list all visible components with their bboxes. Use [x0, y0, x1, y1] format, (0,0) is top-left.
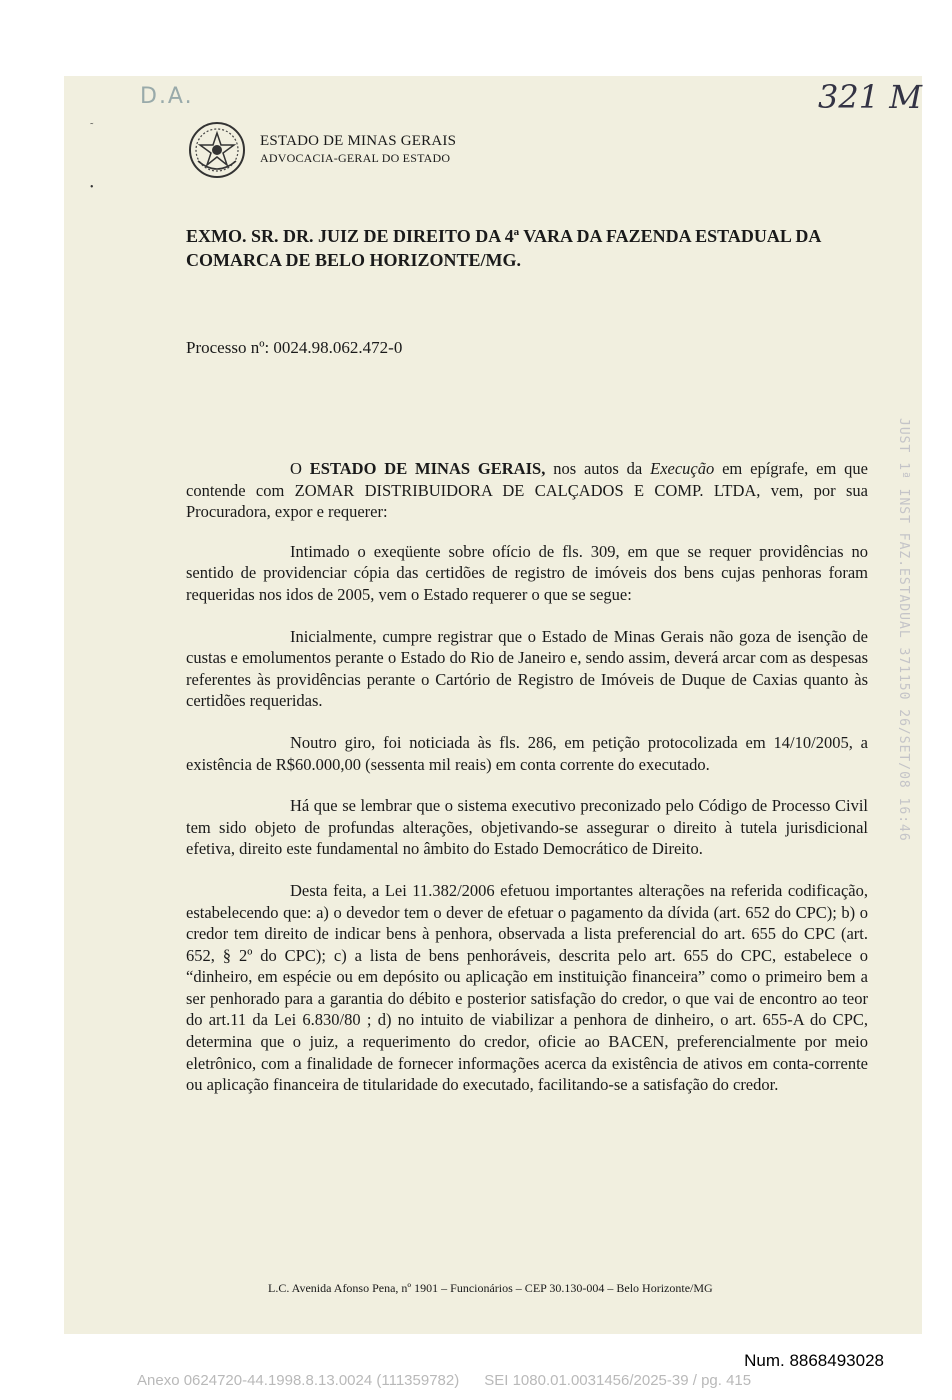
p1-party: ESTADO DE MINAS GERAIS, [309, 459, 546, 478]
process-number: Processo nº: 0024.98.062.472-0 [186, 338, 403, 357]
paragraph-5: Há que se lembrar que o sistema executivo preconizado pelo Código de Processo Civil tem sido objeto de profundas alterações, objetivando-se assegurar o direito à tutela jurisdicional efetiva, direito este fundamental no âmbito do Estado Democrático de Direito. [186, 796, 868, 859]
addressee: EXMO. SR. DR. JUIZ DE DIREITO DA 4ª VARA DA FAZENDA ESTADUAL DA COMARCA DE BELO HORIZONTE/MG. [186, 226, 821, 270]
letterhead [260, 133, 456, 166]
paragraph-6: Desta feita, a Lei 11.382/2006 efetuou importantes alterações na referida codificação, estabelecendo que: a) o devedor tem o dever de efetuar o pagamento da dívida (art. 652 do CPC); b) o credor tem direito de indicar bens à penhora, observada a lista preferencial do art. 655 do CPC (art. 652, § 2º do CPC); c) a lista de bens penhoráveis, descrita pelo art. 655 do CPC, estabelece o “dinheiro, em espécie ou em depósito ou aplicação em instituição financeira” como o primeiro bem a ser penhorado para a garantia do débito e posterior satisfação do credor, o que vai de encontro ao teor do art.11 da Lei 6.830/80 ; d) no intuito de viabilizar a penhora de dinheiro, o art. 655-A do CPC, determina que o juiz, a requerimento do credor, oficie ao BACEN, preferencialmente por meio eletrônico, com a finalidade de fornecer informações acerca da existência de ativos em conta-corrente ou aplicação financeira de titularidade do executado, facilitando-se a satisfação do credor. [186, 880, 868, 1095]
scan-marks: ˜ • [90, 122, 94, 193]
letterhead-org: ADVOCACIA-GERAL DO ESTADO [260, 151, 451, 165]
p1-text-e: em epígrafe, em que contende com ZOMAR DISTRIBUIDORA DE CALÇADOS E COMP. LTDA, vem, por sua Procuradora, expor e requerer: [186, 459, 868, 522]
handwritten-page-number: 321 M [818, 78, 923, 116]
p1-text-a: O [290, 459, 310, 478]
annex-reference: Anexo 0624720-44.1998.8.13.0024 (111359782) SEI 1080.01.0031456/2025-39 / pg. 415 [137, 1372, 752, 1389]
protocol-stamp: JUST 1ª INST FAZ.ESTADUAL 371150 26/SET/08 16:46 [896, 418, 911, 842]
paragraph-2: Intimado o exeqüente sobre ofício de fls. 309, em que se requer providências no sentido de providenciar cópia das certidões de registro de imóveis dos bens cujas penhoras foram requeridas nos idos de 2005, vem o Estado requerer o que se segue: [186, 541, 868, 604]
letterhead-state: ESTADO DE MINAS GERAIS [260, 133, 457, 149]
p1-text-c: nos autos da [545, 459, 651, 478]
handwritten-initials: D.A. [140, 84, 194, 109]
paragraph-4: Noutro giro, foi noticiada às fls. 286, em petição protocolizada em 14/10/2005, a existência de R$60.000,00 (sessenta mil reais) em conta corrente do executado. [186, 732, 868, 774]
page-footer: L.C. Avenida Afonso Pena, nº 1901 – Funcionários – CEP 30.130-004 – Belo Horizonte/MG [268, 1281, 713, 1295]
p1-execution: Execução [650, 459, 715, 478]
petition-body [186, 458, 868, 1116]
paragraph-3: Inicialmente, cumpre registrar que o Estado de Minas Gerais não goza de isenção de custas e emolumentos perante o Estado do Rio de Janeiro e, sendo assim, deverá arcar com as despesas referentes às providências perante o Cartório de Registro de Imóveis de Duque de Caxias quanto às certidões requeridas. [186, 626, 868, 711]
document-number: Num. 8868493028 [744, 1351, 884, 1370]
coat-of-arms-icon [188, 121, 246, 179]
paragraph-1 [186, 458, 868, 523]
